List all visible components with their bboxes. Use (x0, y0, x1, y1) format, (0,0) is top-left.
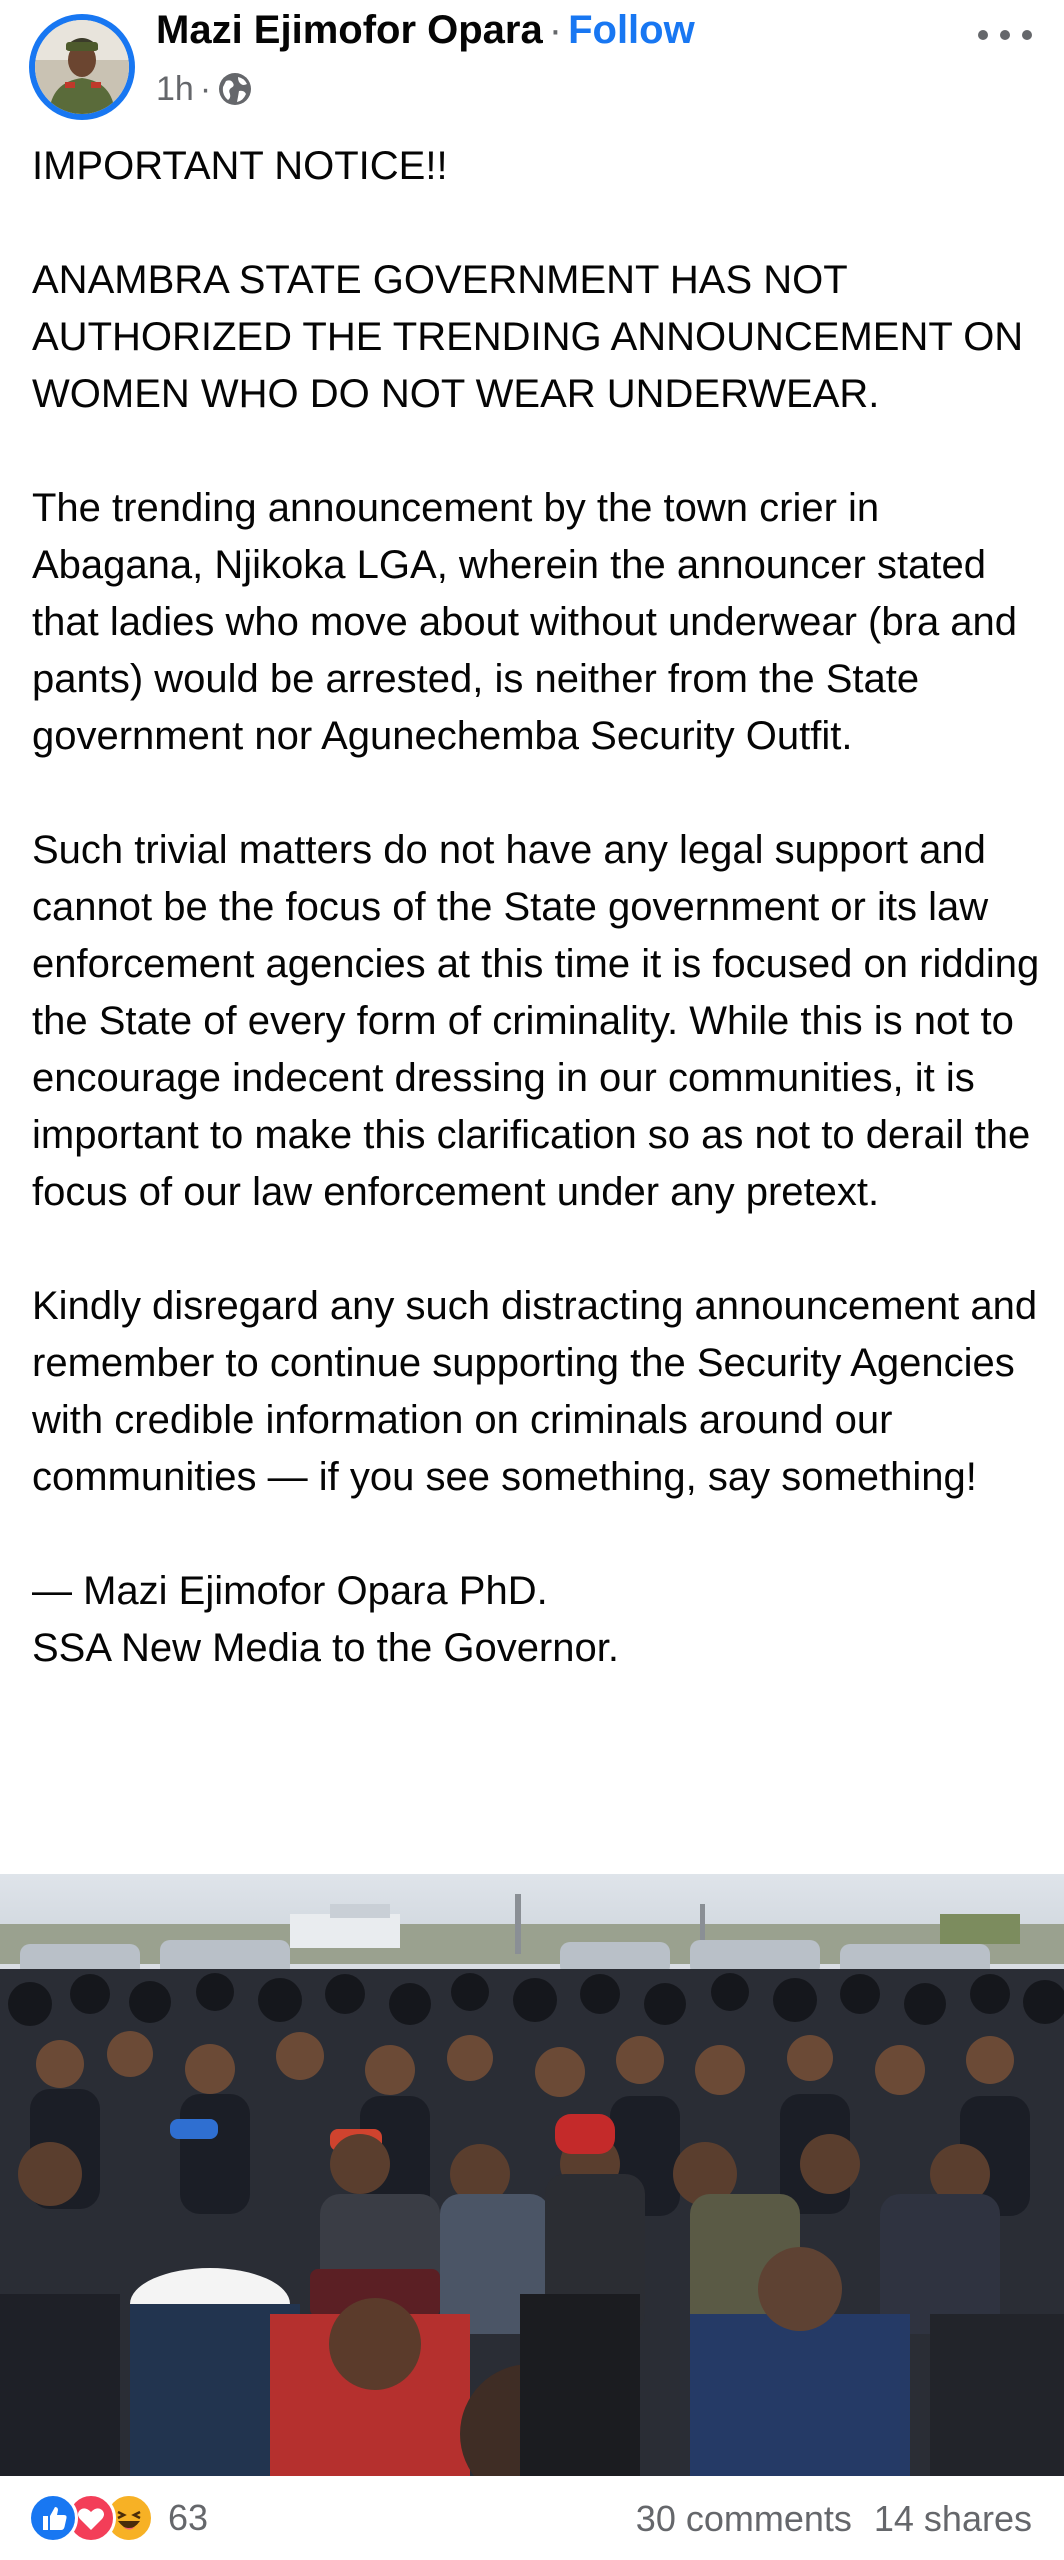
post-meta (156, 68, 253, 110)
separator: · (199, 69, 212, 108)
post-timestamp[interactable]: 1h (156, 69, 194, 108)
notice-paragraph: Such trivial matters do not have any legal support and cannot be the focus of the State government or its law enforcement agencies at this time it is focused on ridding the State of every form of criminality. While this is not to encourage indecent dressing in our communities, it is important to make this clarification so as not to derail the focus of our law enforcement under any pretext. (32, 828, 1040, 1214)
notice-title: ANAMBRA STATE GOVERNMENT HAS NOT AUTHORIZED THE TRENDING ANNOUNCEMENT ON WOMEN WHO DO NOT WEAR UNDERWEAR. (32, 258, 1024, 416)
post-footer (0, 2476, 1064, 2560)
post-body (32, 138, 1042, 1677)
like-icon (28, 2493, 78, 2543)
author-line (156, 8, 695, 62)
profile-photo (35, 20, 129, 114)
notice-paragraph: Kindly disregard any such distracting announcement and remember to continue supporting the Security Agencies with credible information on criminals around our communities — if you see something, say something! (32, 1284, 1038, 1499)
author-name[interactable]: Mazi Ejimofor Opara (156, 8, 543, 52)
reaction-summary[interactable] (28, 2494, 208, 2542)
notice-paragraph: The trending announcement by the town crier in Abagana, Njikoka LGA, wherein the announcer stated that ladies who move about without underwear (bra and pants) would be arrested, is neither from the State government nor Agunechemba Security Outfit. (32, 486, 1018, 758)
post-header (0, 0, 1064, 130)
globe-icon[interactable] (217, 71, 253, 107)
separator: · (548, 8, 563, 52)
notice-heading: IMPORTANT NOTICE!! (32, 144, 448, 188)
shares-count[interactable]: 14 shares (873, 2498, 1032, 2539)
follow-button[interactable]: Follow (568, 8, 695, 52)
more-options-icon[interactable] (978, 18, 1038, 48)
post-photo[interactable] (0, 1874, 1064, 2476)
reaction-count: 63 (168, 2497, 209, 2538)
avatar[interactable] (29, 14, 135, 120)
signature-block: — Mazi Ejimofor Opara PhD. SSA New Media to the Governor. (32, 1569, 619, 1670)
comments-count[interactable]: 30 comments (635, 2498, 852, 2539)
engagement-stats (636, 2498, 1032, 2540)
